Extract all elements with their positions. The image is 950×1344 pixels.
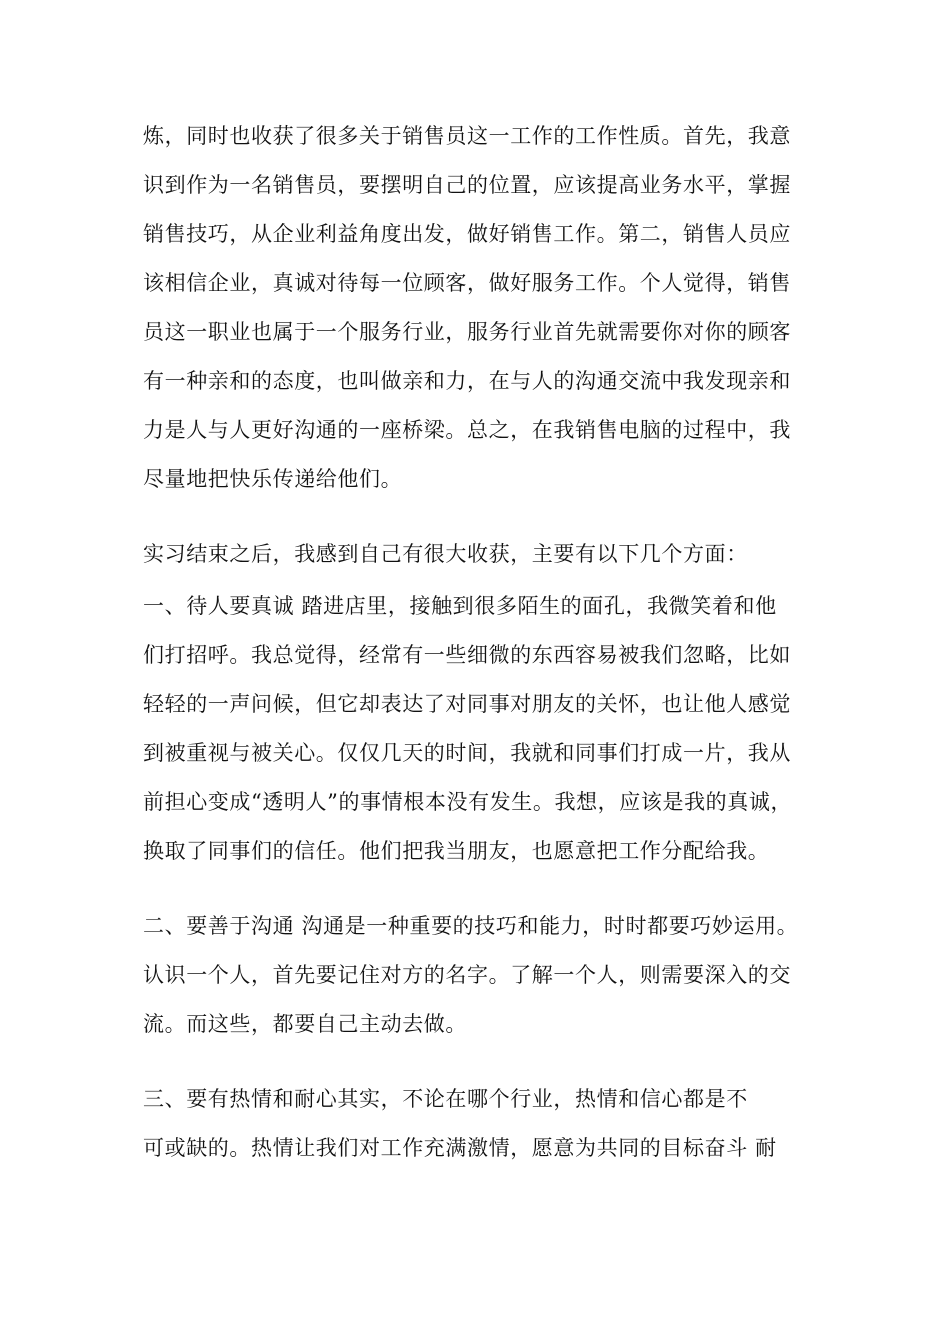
text-line: 流。而这些，都要自己主动去做。 (143, 1012, 467, 1036)
text-line: 二、要善于沟通 沟通是一种重要的技巧和能力，时时都要巧妙运用。 (143, 914, 799, 938)
text-line: 员这一职业也属于一个服务行业，服务行业首先就需要你对你的顾客 (143, 320, 791, 344)
text-line: 力是人与人更好沟通的一座桥梁。总之，在我销售电脑的过程中，我 (143, 418, 791, 442)
text-line: 认识一个人，首先要记住对方的名字。了解一个人，则需要深入的交 (143, 963, 791, 987)
text-line: 一、待人要真诚 踏进店里，接触到很多陌生的面孔，我微笑着和他 (143, 594, 777, 618)
text-line: 前担心变成“透明人”的事情根本没有发生。我想，应该是我的真诚， (143, 790, 793, 814)
text-line: 该相信企业，真诚对待每一位顾客，做好服务工作。个人觉得，销售 (143, 271, 791, 295)
text-line: 们打招呼。我总觉得，经常有一些细微的东西容易被我们忽略，比如 (143, 643, 791, 667)
text-line: 有一种亲和的态度，也叫做亲和力，在与人的沟通交流中我发现亲和 (143, 369, 791, 393)
text-line: 识到作为一名销售员，要摆明自己的位置，应该提高业务水平，掌握 (143, 173, 791, 197)
text-line: 轻轻的一声问候，但它却表达了对同事对朋友的关怀，也让他人感觉 (143, 692, 791, 716)
text-line: 实习结束之后，我感到自己有很大收获，主要有以下几个方面： (143, 542, 748, 566)
text-line: 尽量地把快乐传递给他们。 (143, 467, 403, 491)
text-line: 销售技巧，从企业利益角度出发，做好销售工作。第二，销售人员应 (143, 222, 791, 246)
text-line: 换取了同事们的信任。他们把我当朋友，也愿意把工作分配给我。 (143, 839, 770, 863)
text-line: 到被重视与被关心。仅仅几天的时间，我就和同事们打成一片，我从 (143, 741, 791, 765)
text-line: 可或缺的。热情让我们对工作充满激情，愿意为共同的目标奋斗 耐 (143, 1136, 777, 1160)
text-line: 三、要有热情和耐心其实，不论在哪个行业，热情和信心都是不 (143, 1087, 748, 1111)
text-line: 炼，同时也收获了很多关于销售员这一工作的工作性质。首先，我意 (143, 124, 791, 148)
